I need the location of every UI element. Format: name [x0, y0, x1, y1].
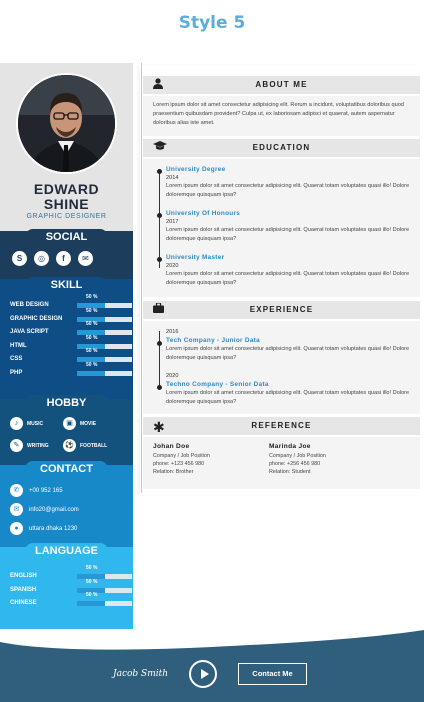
- education-header: [143, 139, 420, 157]
- phone-text: +00 952 165: [29, 487, 63, 494]
- resume-page: [0, 63, 424, 702]
- experience-item: [166, 329, 414, 363]
- about-panel: [143, 96, 420, 136]
- contact-address: [10, 522, 77, 535]
- ref-position: Company / Job Position: [153, 453, 210, 459]
- about-title: ABOUT ME: [255, 80, 308, 89]
- education-panel: [143, 159, 420, 297]
- contact-section: [0, 465, 133, 547]
- lang-label: ENGLISH: [10, 573, 37, 579]
- skill-section: [0, 279, 133, 399]
- skill-percent: 50 %: [86, 294, 98, 300]
- skill-percent: 50 %: [86, 334, 98, 341]
- lang-label: CHINESE: [10, 600, 37, 606]
- lang-bar-fill: [77, 601, 105, 606]
- sidebar: [0, 63, 133, 629]
- education-item: [166, 166, 414, 200]
- skype-icon[interactable]: S: [12, 251, 27, 266]
- skill-row: [10, 334, 125, 351]
- contact-title: CONTACT: [25, 461, 108, 477]
- skill-label: CSS: [10, 356, 23, 362]
- timeline-dot: [157, 341, 162, 346]
- school-name: University Master: [166, 254, 225, 261]
- education-item: [166, 254, 414, 288]
- experience-panel: [143, 321, 420, 414]
- exp-text: Lorem ipsum dolor sit amet consectetur adipisicing elit. Quaerat totam voluptates quasi illo! Dolore doloremque quisquam ipsa?: [166, 346, 410, 361]
- contact-phone[interactable]: [10, 484, 63, 497]
- ref-name: Johan Doe: [153, 443, 190, 450]
- ref-phone: phone: +123 456 980: [153, 461, 205, 467]
- profile-photo: [16, 73, 117, 174]
- edu-year: 2020: [166, 263, 179, 269]
- exp-text: Lorem ipsum dolor sit amet consectetur adipisicing elit. Quaerat totam voluptates quasi illo! Dolore doloremque quisquam ipsa?: [166, 390, 410, 405]
- hobby-label: WRITING: [27, 442, 49, 449]
- hobby-movie: [63, 417, 96, 430]
- location-icon: ●: [10, 522, 23, 535]
- hobby-football: [63, 439, 107, 452]
- skill-row: [10, 348, 125, 364]
- skill-label: HTML: [10, 342, 27, 349]
- address-text: uttara dhaka 1230: [29, 525, 78, 532]
- lang-percent: 50 %: [86, 565, 98, 571]
- skill-label: JAVA SCRIPT: [10, 329, 49, 335]
- school-name: University Degree: [166, 166, 226, 173]
- timeline-dot: [157, 213, 162, 218]
- contact-email[interactable]: [10, 503, 79, 516]
- ref-relation: Relation: Brother: [153, 469, 194, 475]
- timeline-line: [159, 331, 160, 389]
- phone-icon: ✆: [10, 484, 23, 497]
- page-title: Style 5: [178, 13, 246, 33]
- experience-item: [166, 373, 414, 407]
- exp-year: 2020: [166, 373, 179, 379]
- skill-percent: 50 %: [86, 361, 98, 368]
- hobby-label: MUSIC: [27, 420, 44, 427]
- first-name: EDWARD: [33, 181, 100, 197]
- hobby-music: [10, 417, 43, 430]
- last-name: SHINE: [43, 196, 90, 212]
- skill-row: [10, 294, 125, 310]
- lang-percent: 50 %: [86, 592, 98, 598]
- hobby-label: MOVIE: [80, 420, 97, 427]
- skill-percent: 50 %: [86, 348, 98, 354]
- social-title: SOCIAL: [25, 229, 108, 245]
- education-title: EDUCATION: [252, 143, 311, 152]
- edu-text: Lorem ipsum dolor sit amet consectetur adipisicing elit. Quaerat totam voluptates quasi illo! Dolore doloremque quisquam ipsa?: [166, 271, 410, 286]
- email-icon[interactable]: ✉: [78, 251, 93, 266]
- edu-year: 2014: [166, 175, 179, 181]
- education-item: [166, 210, 414, 244]
- movie-icon: ▣: [63, 417, 76, 430]
- email-icon: ✉: [10, 503, 23, 516]
- timeline-dot: [157, 257, 162, 262]
- reference-person: [153, 443, 263, 476]
- skill-bar-fill: [77, 371, 105, 376]
- exp-role: Techno Company - Senior Data: [166, 381, 269, 388]
- skill-percent: 50 %: [86, 321, 98, 327]
- skill-row: [10, 307, 125, 324]
- hobby-label: FOOTBALL: [80, 442, 108, 449]
- reference-person: [269, 443, 379, 476]
- experience-title: EXPERIENCE: [249, 305, 314, 314]
- reference-title: REFERENCE: [251, 421, 312, 430]
- instagram-icon[interactable]: ◎: [34, 251, 49, 266]
- edu-text: Lorem ipsum dolor sit amet consectetur adipisicing elit. Quaerat totam voluptates quasi illo! Dolore doloremque quisquam ipsa?: [166, 227, 410, 242]
- language-section: [0, 547, 133, 629]
- lang-percent: 50 %: [86, 578, 98, 585]
- about-header: [143, 76, 420, 94]
- ref-position: Company / Job Position: [269, 453, 326, 459]
- lang-row: [10, 592, 125, 608]
- football-icon: ⚽: [63, 439, 76, 452]
- skill-row: [10, 321, 125, 337]
- exp-year: 2016: [166, 329, 179, 335]
- pen-icon: ✎: [10, 439, 23, 452]
- timeline-dot: [157, 385, 162, 390]
- exp-role: Tech Company - Junior Data: [166, 337, 260, 344]
- ref-phone: phone: +256 456 980: [269, 461, 321, 467]
- music-icon: ♪: [10, 417, 23, 430]
- language-title: LANGUAGE: [25, 543, 108, 559]
- social-section: [0, 231, 133, 279]
- reference-panel: [143, 437, 420, 489]
- divider: [141, 63, 142, 493]
- edu-year: 2017: [166, 219, 179, 225]
- experience-header: [143, 301, 420, 319]
- asterisk-icon: ✱: [153, 419, 165, 435]
- lang-bar: [77, 601, 132, 606]
- lang-row: [10, 578, 125, 595]
- hobby-section: [0, 399, 133, 465]
- school-name: University Of Honours: [166, 210, 241, 217]
- hobby-title: HOBBY: [25, 395, 108, 411]
- hobby-writing: [10, 439, 49, 452]
- skill-bar: [77, 371, 132, 376]
- about-text: Lorem ipsum dolor sit amet consectetur adipisicing elit. Rerum a incidunt, voluptatibus doloribus quod praesentium quibusdam provident? Culpa ut, ex laboriosam adipisci et quaerat, autem aspernatur doloribus alias iste amet.: [153, 102, 404, 126]
- contact-me-button[interactable]: Contact Me: [238, 663, 307, 685]
- footer: [0, 630, 424, 702]
- skill-label: GRAPHIC DESIGN: [10, 315, 63, 322]
- reference-header: [143, 417, 420, 435]
- lang-label: SPANISH: [10, 586, 37, 593]
- skill-row: [10, 361, 125, 378]
- skill-title: SKILL: [25, 277, 108, 293]
- skill-percent: 50 %: [86, 307, 98, 314]
- ref-relation: Relation: Student: [269, 469, 311, 475]
- edu-text: Lorem ipsum dolor sit amet consectetur adipisicing elit. Quaerat totam voluptates quasi illo! Dolore doloremque quisquam ipsa?: [166, 183, 410, 198]
- facebook-icon[interactable]: f: [56, 251, 71, 266]
- job-title: GRAPHIC DESIGNER: [26, 213, 107, 220]
- signature: Jacob Smith: [113, 669, 169, 679]
- timeline-dot: [157, 169, 162, 174]
- skill-label: PHP: [10, 369, 23, 376]
- play-icon: [201, 669, 209, 679]
- timeline-line: [159, 173, 160, 268]
- email-text: info20@gmail.com: [29, 506, 79, 513]
- play-button[interactable]: [189, 660, 217, 688]
- lang-row: [10, 565, 125, 581]
- skill-label: WEB DESIGN: [10, 302, 49, 308]
- ref-name: Marinda Joe: [269, 443, 311, 450]
